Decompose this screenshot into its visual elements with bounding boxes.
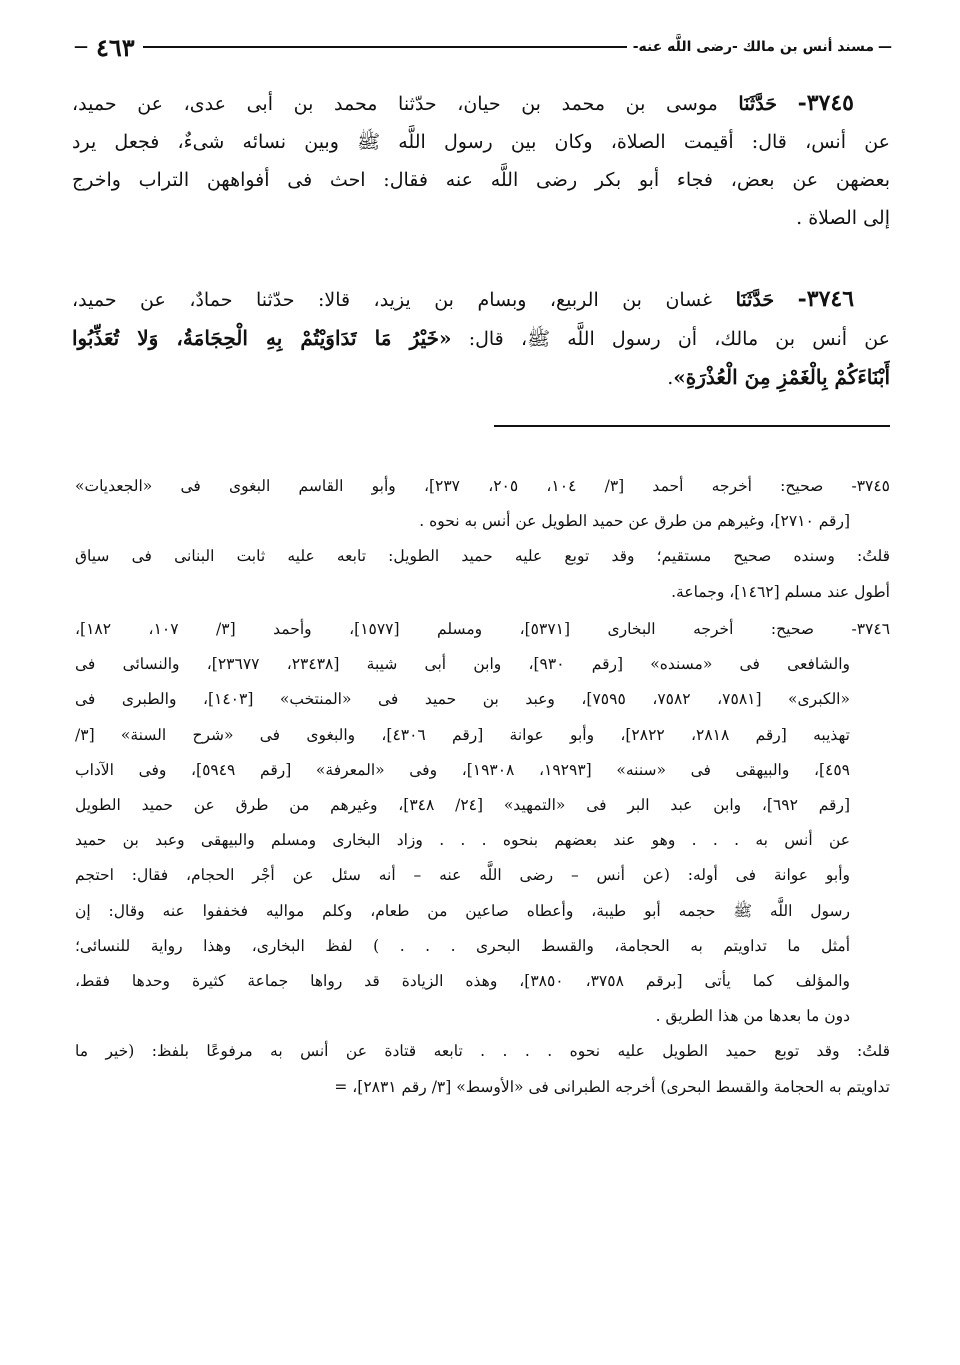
header-dash: — [74,39,88,55]
header-title: مسند أنس بن مالك -رضى اللَّه عنه- [632,39,874,55]
footnote-line: قلتُ: وقد توبع حميد الطويل عليه نحوه . . . . تابعه قتادة عن أنس به مرفوعًا بلفظ: (خير ما [75,1042,890,1061]
footnote-3745 [75,469,890,610]
hadith-text: بعضهن عن بعض، فجاء أبو بكر رضى اللَّه عنه فقال: احث فى أفواههن التراب واخرج [72,169,890,191]
hadith-text: إلى الصلاة . [796,207,890,229]
hadith-text: عن أنس، قال: أقيمت الصلاة، وكان بين رسول اللَّه ﷺ وبين نسائه شىءٌ، فجعل يرد [72,131,890,153]
hadith-number: ٣٧٤٦- [797,286,855,312]
footnote-line: قلتُ: وسنده صحيح مستقيم؛ وقد توبع عليه حميد الطويل: تابعه عليه ثابت البنانى فى سياق [75,547,890,566]
footnote-line: وأبو عوانة فى أوله: (عن أنس – رضى اللَّه عنه – أنه سئل عن أجْر الحجام، فقال: احتجم [75,866,850,885]
footnote-line: ٣٧٤٥- صحيح: أخرجه أحمد [٣/ ١٠٤، ٢٠٥، ٢٣٧]، وأبو القاسم البغوى فى «الجعديات» [75,477,890,495]
footnote-line: [رقم ٢٧١٠]، وغيرهم من طرق عن حميد الطويل عن أنس به نحوه . [419,512,850,531]
footnote-line: تداويتم به الحجامة والقسط البحرى) أخرجه الطبرانى فى «الأوسط» [٣/ رقم ٢٨٣١]، = [334,1077,890,1096]
footnote-line: والمؤلف كما يأتى [برقم ٣٧٥٨، ٣٨٥٠]، وهذه الزيادة قد رواها جماعة كثيرة وحدها فقط، [75,972,850,991]
hadith-3746 [72,280,890,397]
footnote-line: ٣٧٤٦- صحيح: أخرجه البخارى [٥٣٧١]، ومسلم [١٥٧٧]، وأحمد [٣/ ١٠٧، ١٨٢]، [75,620,890,638]
hadith-text: . [667,367,674,389]
footnote-line: «الكبرى» [٧٥٨١، ٧٥٨٢، ٧٥٩٥]، وعبد بن حميد فى «المنتخب» [١٤٠٣]، والطبرى فى [75,690,850,709]
page-number: ٤٦٣ [96,32,135,62]
header-dash: — [878,39,892,55]
footnote-3746 [75,612,890,1105]
hadith-text: غسان بن الربيع، وبسام بن يزيد، قالا: حدّثنا حمادٌ، عن حميد، [72,289,713,311]
hadith-lead: حَدَّثَنَا [735,289,775,311]
footnote-line: [رقم ٦٩٢]، وابن عبد البر فى «التمهيد» [٢٤/ ٣٤٨]، وغيرهم من طرق عن حميد الطويل [75,796,850,815]
hadith-lead: حَدَّثَنَا [738,93,777,115]
footnote-line: عن أنس به . . . وهو عند بعضهم بنحوه . . . وزاد البخارى ومسلم والبيهقى وعبد بن حميد [75,831,850,850]
hadith-quote: أَبْنَاءَكُمْ بِالْغَمْزِ مِنَ الْعُذْرَةِ» [673,365,890,389]
footnote-line: ٤٥٩]، والبيهقى فى «سننه» [١٩٢٩٣، ١٩٣٠٨]، وفى «المعرفة» [رقم ٥٩٤٩]، وفى الآداب [75,760,850,779]
hadith-text: عن أنس بن مالك، أن رسول اللَّه ﷺ، قال: [451,328,890,350]
footnote-line: دون ما بعدها من هذا الطريق . [655,1007,850,1026]
footnote-line: أطول عند مسلم [١٤٦٢]، وجماعة. [671,582,890,601]
running-header [70,34,892,60]
footnote-line: أمثل ما تداويتم به الحجامة، والقسط البحرى . . . ) لفظ البخارى، وهذا رواية للنسائى؛ [75,936,850,955]
hadith-text: موسى بن محمد بن حيان، حدّثنا محمد بن أبى عدى، عن حميد، [72,93,718,115]
footnote-separator [494,425,890,427]
footnote-line: رسول اللَّه ﷺ حجمه أبو طيبة، وأعطاه صاعين من طعام، وكلم مواليه فخففوا عنه وقال: إن [75,901,850,920]
footnote-line: والشافعى فى «مسنده» [رقم ٩٣٠]، وابن أبى شيبة [٢٣٤٣٨، ٢٣٦٧٧]، والنسائى فى [75,655,850,674]
hadith-quote: «خَيْرُ مَا تَدَاوَيْتُمْ بِهِ الْحِجَامَةُ، وَلا تُعَذِّبُوا [72,326,452,350]
hadith-number: ٣٧٤٥- [797,90,854,116]
hadith-3745 [72,84,890,237]
footnote-line: تهذيبه [رقم ٢٨١٨، ٢٨٢٢]، وأبو عوانة [رقم ٤٣٠٦]، والبغوى فى «شرح السنة» [٣/ [75,725,850,744]
header-rule [143,46,627,48]
